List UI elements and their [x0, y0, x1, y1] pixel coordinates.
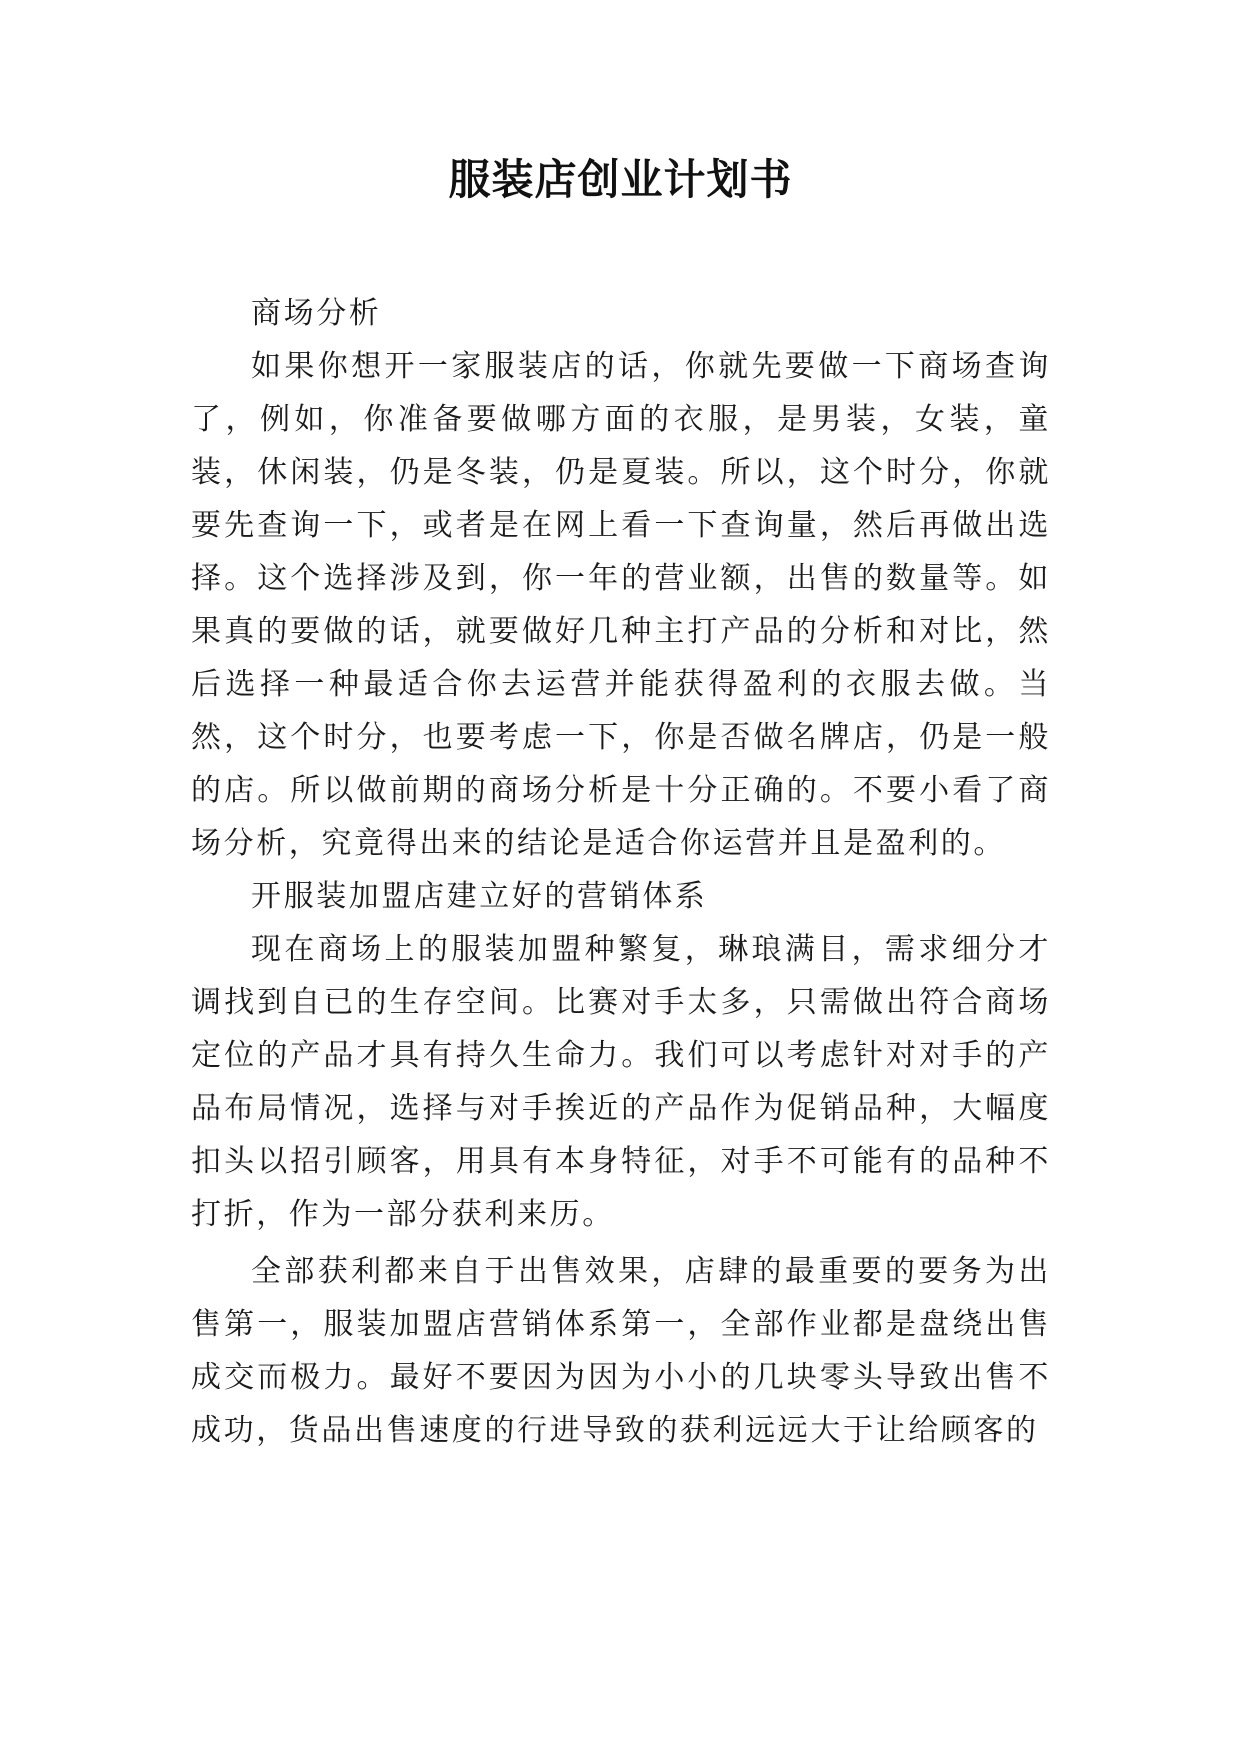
paragraph-sales-first: 全部获利都来自于出售效果，店肆的最重要的要务为出售第一，服装加盟店营销体系第一，全部作业都是盘绕出售成交而极力。最好不要因为因为小小的几块零头导致出售不成功，货品出售速度的行进导致的获利远远大于让给顾客的	[191, 1254, 1051, 1448]
section-heading-market-analysis: 商场分析	[251, 296, 382, 331]
paragraph-market-analysis: 如果你想开一家服装店的话，你就先要做一下商场查询了，例如，你准备要做哪方面的衣服，是男装，女装，童装，休闲装，仍是冬装，仍是夏装。所以，这个时分，你就要先查询一下，或者是在网上看一下查询量，然后再做出选择。这个选择涉及到，你一年的营业额，出售的数量等。如果真的要做的话，就要做好几种主打产品的分析和对比，然后选择一种最适合你去运营并能获得盈利的衣服去做。当然，这个时分，也要考虑一下，你是否做名牌店，仍是一般的店。所以做前期的商场分析是十分正确的。不要小看了商场分析，究竟得出来的结论是适合你运营并且是盈利的。	[191, 349, 1051, 861]
paragraph-competition: 现在商场上的服装加盟种繁复，琳琅满目，需求细分才调找到自已的生存空间。比赛对手太多，只需做出符合商场定位的产品才具有持久生命力。我们可以考虑针对对手的产品布局情况，选择与对手挨近的产品作为促销品种，大幅度扣头以招引顾客，用具有本身特征，对手不可能有的品种不打折，作为一部分获利来历。	[191, 932, 1051, 1232]
document-body	[191, 287, 1051, 1457]
document-title: 服装店创业计划书	[448, 155, 793, 204]
section-heading-marketing-system: 开服装加盟店建立好的营销体系	[251, 879, 708, 914]
